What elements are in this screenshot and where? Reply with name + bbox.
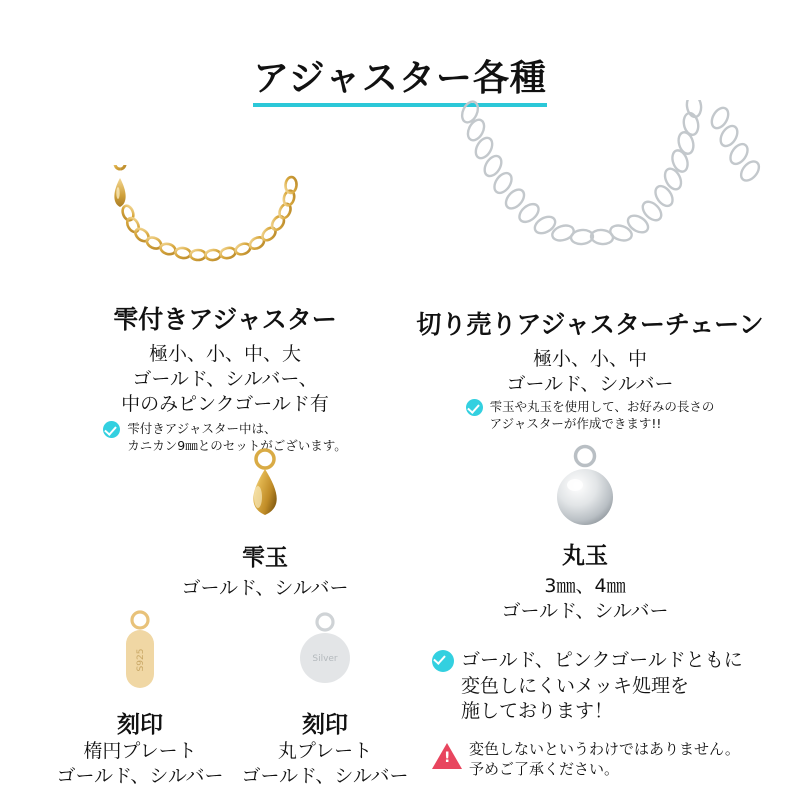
oval-plate-stamp: S925 bbox=[136, 648, 146, 672]
round-plate-block bbox=[240, 608, 410, 789]
round-plate-stamp: Silver bbox=[312, 654, 338, 664]
drop-bead-colors: ゴールド、シルバー bbox=[181, 577, 349, 599]
drop-adjuster-caption bbox=[65, 300, 385, 455]
warning-line2: 予めご了承ください。 bbox=[469, 759, 620, 778]
plating-note-line3: 施しております！ bbox=[461, 700, 614, 723]
oval-plate-block bbox=[55, 608, 225, 789]
round-plate-image bbox=[290, 608, 360, 698]
silver-chain-svg bbox=[430, 100, 770, 305]
round-plate-heading: 刻印 bbox=[302, 712, 348, 738]
round-plate-type: 丸プレート bbox=[277, 740, 373, 762]
drop-adjuster-colors-extra: 中のみピンクゴールド有 bbox=[121, 393, 329, 416]
round-plate-colors: ゴールド、シルバー bbox=[241, 765, 409, 788]
oval-plate-image bbox=[110, 608, 170, 698]
gold-chain-svg bbox=[80, 165, 380, 305]
chain-adjuster-sizes: 極小、小、中 bbox=[532, 348, 647, 370]
page-title: アジャスター各種 bbox=[253, 50, 547, 107]
chain-adjuster-caption bbox=[390, 305, 790, 433]
page-title-wrap bbox=[0, 50, 800, 107]
check-circle-icon bbox=[432, 650, 454, 672]
plating-note bbox=[432, 648, 782, 725]
chain-adjuster-note-line2: アジャスターが作成できます!! bbox=[489, 416, 662, 432]
warning-line1: 変色しないというわけではありません。 bbox=[469, 740, 740, 758]
round-bead-block bbox=[470, 440, 700, 624]
chain-adjuster-colors: ゴールド、シルバー bbox=[506, 373, 674, 396]
warning-note bbox=[432, 740, 782, 779]
oval-plate-colors: ゴールド、シルバー bbox=[56, 765, 224, 788]
round-bead-heading: 丸玉 bbox=[562, 543, 608, 569]
chain-adjuster-heading: 切り売りアジャスターチェーン bbox=[416, 310, 764, 339]
drop-adjuster-note-line2: カニカン9㎜とのセットがございます。 bbox=[127, 438, 347, 454]
drop-bead-image bbox=[225, 445, 305, 535]
chain-adjuster-note bbox=[390, 399, 790, 433]
drop-adjuster-heading: 雫付きアジャスター bbox=[113, 305, 337, 334]
silver-adjuster-chain-image bbox=[430, 100, 770, 300]
drop-bead-heading: 雫玉 bbox=[242, 545, 288, 571]
check-circle-icon bbox=[103, 421, 120, 438]
oval-plate-heading: 刻印 bbox=[117, 712, 163, 738]
drop-adjuster-note-line1: 雫付きアジャスター中は、 bbox=[127, 421, 277, 437]
round-bead-image bbox=[540, 440, 630, 535]
gold-adjuster-chain-image bbox=[80, 165, 380, 305]
round-bead-sizes: 3㎜、4㎜ bbox=[544, 575, 626, 597]
plating-note-line1: ゴールド、ピンクゴールドともに bbox=[461, 649, 743, 671]
plating-note-line2: 変色しにくいメッキ処理を bbox=[461, 674, 690, 697]
drop-bead-block bbox=[155, 445, 375, 601]
round-bead-colors: ゴールド、シルバー bbox=[501, 600, 669, 623]
drop-adjuster-colors: ゴールド、シルバー、 bbox=[132, 368, 318, 391]
oval-plate-type: 楕円プレート bbox=[83, 740, 197, 762]
check-circle-icon bbox=[466, 399, 483, 416]
warning-triangle-icon bbox=[432, 743, 462, 769]
drop-adjuster-sizes: 極小、小、中、大 bbox=[148, 343, 301, 365]
chain-adjuster-note-line1: 雫玉や丸玉を使用して、お好みの長さの bbox=[489, 399, 715, 415]
